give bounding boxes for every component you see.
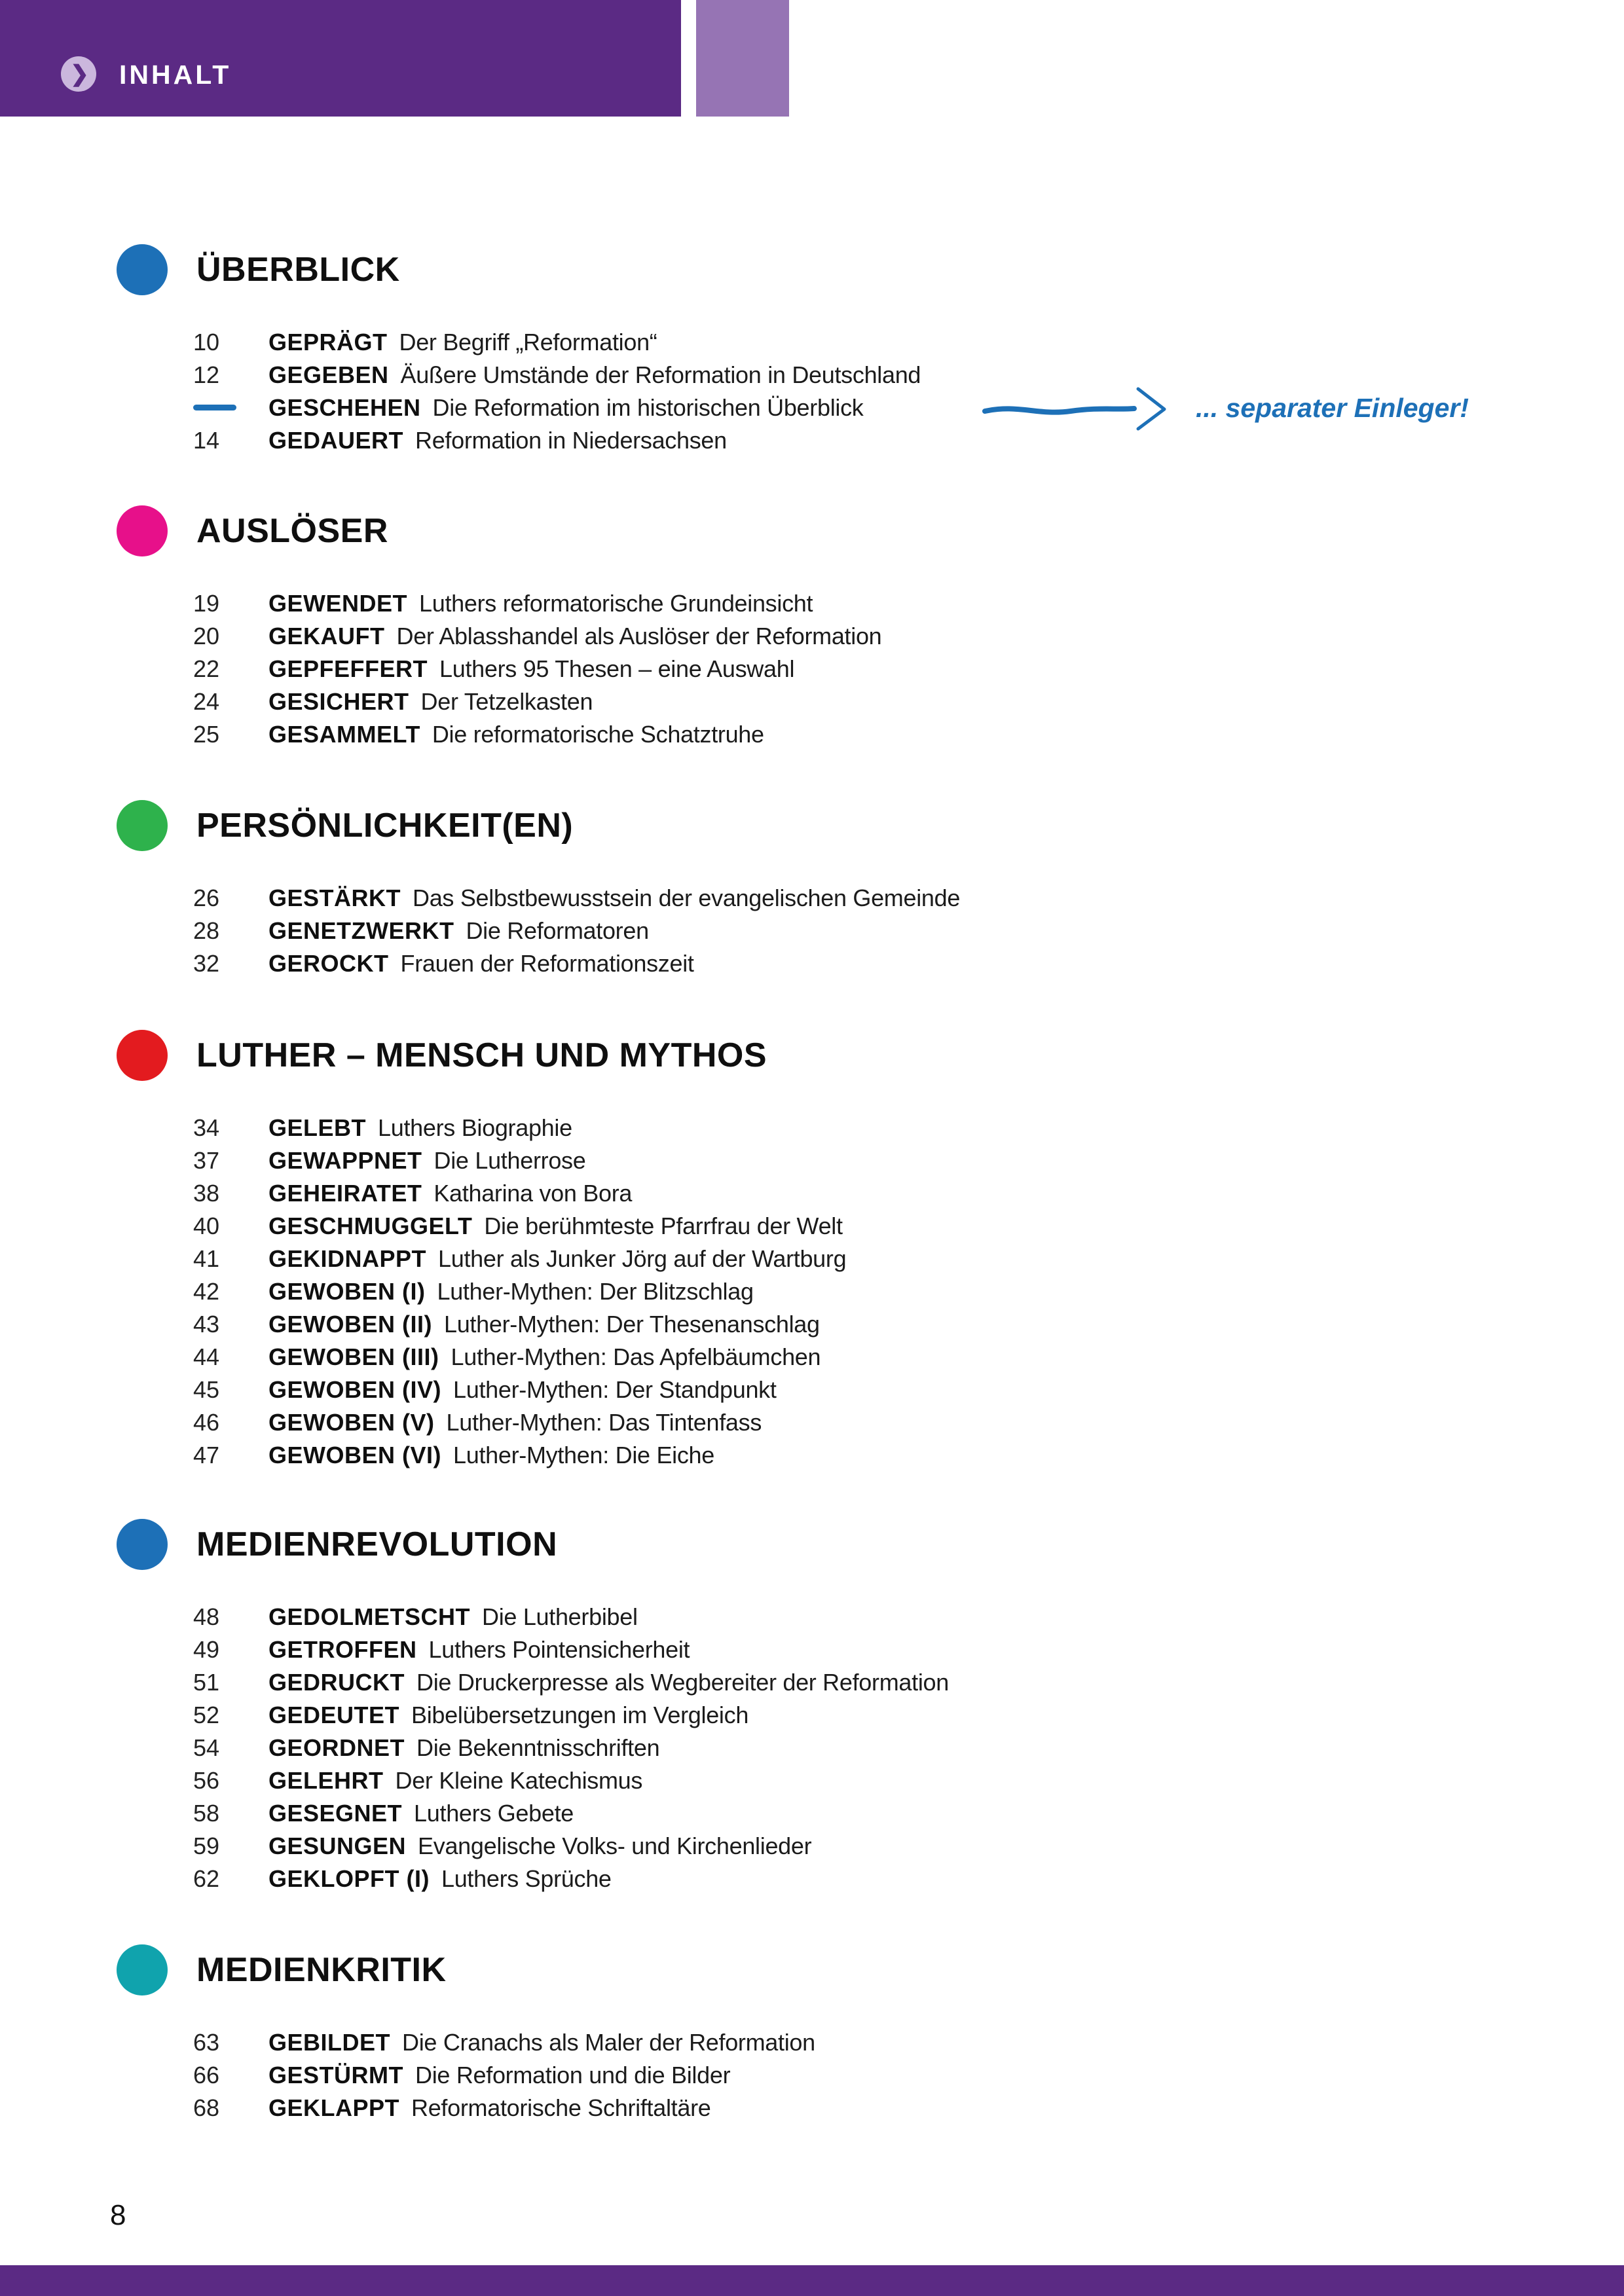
section [117, 800, 1531, 980]
entry-description: Das Selbstbewusstsein der evangelischen Gemeinde [413, 884, 961, 911]
entry-keyword: GELEHRT [268, 1767, 384, 1794]
entry-keyword: GEWOBEN (IV) [268, 1376, 441, 1403]
entry-description: Die Cranachs als Maler der Reformation [402, 2029, 815, 2056]
entry-page-number: 63 [193, 2029, 220, 2056]
entry-page-number: 52 [193, 1702, 220, 1728]
entry-keyword: GEPRÄGT [268, 329, 388, 355]
entry-keyword: GEWOBEN (III) [268, 1343, 439, 1370]
entry-description: Luther-Mythen: Das Apfelbäumchen [451, 1343, 821, 1370]
toc-entry [193, 882, 1531, 915]
toc-entry [193, 1406, 1531, 1439]
section-title: MEDIENKRITIK [196, 1951, 447, 1989]
entry-keyword: GEKLOPFT (I) [268, 1865, 430, 1892]
section-bullet [117, 1944, 168, 1995]
entry-keyword: GEHEIRATET [268, 1180, 422, 1207]
entry-description: Evangelische Volks- und Kirchenlieder [418, 1832, 812, 1859]
entry-keyword: GENETZWERKT [268, 917, 454, 944]
section-title: LUTHER – MENSCH UND MYTHOS [196, 1036, 767, 1074]
toc-entry [193, 1112, 1531, 1144]
entry-page-number: 40 [193, 1212, 220, 1239]
toc-entry [193, 1732, 1531, 1764]
toc-entry [193, 587, 1531, 620]
entry-description: Der Ablasshandel als Auslöser der Reformation [396, 623, 882, 649]
entry-page-number: 62 [193, 1865, 220, 1892]
entry-page-number: 48 [193, 1603, 220, 1630]
toc-entry [193, 915, 1531, 947]
section-head [117, 505, 1531, 556]
entry-description: Luthers 95 Thesen – eine Auswahl [439, 655, 795, 682]
entry-page-number: 22 [193, 655, 220, 682]
entry-description: Reformatorische Schriftaltäre [411, 2094, 711, 2121]
entry-page-number: 59 [193, 1832, 220, 1859]
entry-page-number: 19 [193, 590, 220, 617]
entry-keyword: GEROCKT [268, 950, 389, 977]
entry-description: Der Kleine Katechismus [395, 1767, 643, 1794]
entry-description: Luther-Mythen: Der Thesenanschlag [443, 1311, 820, 1338]
section-title: MEDIENREVOLUTION [196, 1525, 558, 1563]
page-title: INHALT [119, 60, 232, 90]
entry-keyword: GESTÄRKT [268, 884, 401, 911]
entry-description: Luthers Gebete [414, 1800, 574, 1827]
entry-description: Die Reformatoren [466, 917, 649, 944]
entry-description: Katharina von Bora [434, 1180, 633, 1207]
entries [193, 1112, 1531, 1472]
toc-entry [193, 2092, 1531, 2124]
section-bullet [117, 244, 168, 295]
entry-page-number: 37 [193, 1147, 220, 1174]
entry-keyword: GESUNGEN [268, 1832, 407, 1859]
entry-page-number: 54 [193, 1734, 220, 1761]
entry-keyword: GEDOLMETSCHT [268, 1603, 470, 1630]
section-head [117, 1519, 1531, 1570]
entry-page-number: 46 [193, 1409, 220, 1436]
section-head [117, 1030, 1531, 1081]
entry-keyword: GEGEBEN [268, 361, 389, 388]
entry-keyword: GEWAPPNET [268, 1147, 422, 1174]
section [117, 505, 1531, 751]
toc-entry [193, 1243, 1531, 1275]
section [117, 1030, 1531, 1472]
entry-description: Luther-Mythen: Die Eiche [453, 1442, 714, 1468]
entry-description: Luther-Mythen: Der Blitzschlag [437, 1278, 754, 1305]
entry-page-number: 34 [193, 1114, 220, 1141]
section-head [117, 1944, 1531, 1995]
entry-page-number: 58 [193, 1800, 220, 1827]
entry-keyword: GEORDNET [268, 1734, 405, 1761]
entry-description: Bibelübersetzungen im Vergleich [411, 1702, 749, 1728]
entry-page-number: 32 [193, 950, 220, 977]
header-accent-square [696, 0, 789, 117]
entry-page-number: 43 [193, 1311, 220, 1338]
entry-page-number: 28 [193, 917, 220, 944]
entry-page-number: 38 [193, 1180, 220, 1207]
header-bar [0, 0, 681, 117]
toc-entry [193, 2059, 1531, 2092]
entry-keyword: GEDEUTET [268, 1702, 400, 1728]
page-number: 8 [110, 2199, 126, 2231]
entry-description: Luther als Junker Jörg auf der Wartburg [438, 1245, 847, 1272]
entry-description: Die Lutherrose [434, 1147, 586, 1174]
toc-entry [193, 1863, 1531, 1895]
entry-description: Die Druckerpresse als Wegbereiter der Reformation [416, 1669, 949, 1696]
entry-page-number: 45 [193, 1376, 220, 1403]
section [117, 1944, 1531, 2124]
toc-entry [193, 1764, 1531, 1797]
section-bullet [117, 1519, 168, 1570]
section [117, 244, 1531, 457]
toc-entry [193, 424, 1531, 457]
entry-page-number: 47 [193, 1442, 220, 1468]
entries [193, 587, 1531, 751]
section [117, 1519, 1531, 1895]
entry-page-number: 42 [193, 1278, 220, 1305]
toc-entry [193, 1341, 1531, 1374]
entry-description: Luther-Mythen: Der Standpunkt [453, 1376, 777, 1403]
toc-entry [193, 1699, 1531, 1732]
entry-page-number: 66 [193, 2062, 220, 2088]
toc-entry [193, 718, 1531, 751]
entry-description: Äußere Umstände der Reformation in Deutschland [400, 361, 921, 388]
entry-keyword: GEWOBEN (II) [268, 1311, 432, 1338]
entry-description: Die Reformation und die Bilder [415, 2062, 731, 2088]
section-bullet [117, 1030, 168, 1081]
entry-keyword: GEPFEFFERT [268, 655, 428, 682]
entry-page-number: 49 [193, 1636, 220, 1663]
dash-icon [193, 405, 236, 410]
toc-entry [193, 1830, 1531, 1863]
chevron-glyph: ❯ [70, 62, 89, 86]
entry-page-number: 51 [193, 1669, 220, 1696]
toc-entry [193, 1177, 1531, 1210]
entry-page-number: 56 [193, 1767, 220, 1794]
section-bullet [117, 800, 168, 851]
chevron-right-icon [61, 56, 96, 92]
entries [193, 326, 1531, 457]
entry-keyword: GEKLAPPT [268, 2094, 400, 2121]
toc-entry [193, 947, 1531, 980]
toc-entry [193, 685, 1531, 718]
entry-page-number: 12 [193, 361, 220, 388]
entry-description: Der Tetzelkasten [420, 688, 593, 715]
entry-description: Luther-Mythen: Das Tintenfass [446, 1409, 762, 1436]
entry-description: Die Reformation im historischen Überblick [432, 394, 864, 421]
entries [193, 2026, 1531, 2124]
toc-entry [193, 1308, 1531, 1341]
section-bullet [117, 505, 168, 556]
entry-page-number: 20 [193, 623, 220, 649]
toc-entry [193, 1797, 1531, 1830]
entry-keyword: GEBILDET [268, 2029, 391, 2056]
entry-description: Der Begriff „Reformation“ [399, 329, 657, 355]
entry-keyword: GETROFFEN [268, 1636, 417, 1663]
toc-entry [193, 1666, 1531, 1699]
entry-keyword: GEWOBEN (VI) [268, 1442, 441, 1468]
section-title: PERSÖNLICHKEIT(EN) [196, 807, 574, 845]
entry-keyword: GESTÜRMT [268, 2062, 403, 2088]
entries [193, 1601, 1531, 1895]
footer-bar [0, 2265, 1624, 2296]
toc-entry [193, 1439, 1531, 1472]
entry-keyword: GESCHMUGGELT [268, 1212, 473, 1239]
entry-keyword: GESAMMELT [268, 721, 420, 748]
toc-entry [193, 1374, 1531, 1406]
entry-page-number: 26 [193, 884, 220, 911]
entry-description: Die Lutherbibel [482, 1603, 638, 1630]
entries [193, 882, 1531, 980]
entry-page-number: 68 [193, 2094, 220, 2121]
section-title: ÜBERBLICK [196, 251, 400, 289]
entry-keyword: GESCHEHEN [268, 394, 421, 421]
entry-description: Luthers Biographie [378, 1114, 572, 1141]
entry-keyword: GEWOBEN (I) [268, 1278, 426, 1305]
toc-entry [193, 1601, 1531, 1633]
toc-entry [193, 1633, 1531, 1666]
entry-page-number: 10 [193, 329, 220, 355]
inset-annotation-text: ... separater Einleger! [1196, 393, 1469, 423]
section-title: AUSLÖSER [196, 512, 388, 550]
entry-page-number: 25 [193, 721, 220, 748]
toc-entry [193, 620, 1531, 653]
toc-entry [193, 2026, 1531, 2059]
entry-page-number: 24 [193, 688, 220, 715]
entry-keyword: GESEGNET [268, 1800, 403, 1827]
no-page-marker [193, 392, 268, 424]
toc-entry [193, 653, 1531, 685]
entry-description: Frauen der Reformationszeit [400, 950, 694, 977]
toc-entry [193, 392, 1531, 424]
entry-description: Reformation in Niedersachsen [415, 427, 727, 454]
section-head [117, 800, 1531, 851]
entry-keyword: GEKIDNAPPT [268, 1245, 427, 1272]
entry-page-number: 14 [193, 427, 220, 454]
entry-keyword: GEDRUCKT [268, 1669, 405, 1696]
toc-entry [193, 326, 1531, 359]
toc-entry [193, 1210, 1531, 1243]
entry-keyword: GESICHERT [268, 688, 409, 715]
entry-keyword: GELEBT [268, 1114, 367, 1141]
entry-keyword: GEWOBEN (V) [268, 1409, 435, 1436]
entry-description: Die reformatorische Schatztruhe [432, 721, 764, 748]
entry-description: Luthers Pointensicherheit [428, 1636, 690, 1663]
entry-description: Die berühmteste Pfarrfrau der Welt [484, 1212, 843, 1239]
entry-description: Luthers Sprüche [441, 1865, 612, 1892]
section-head [117, 244, 1531, 295]
entry-description: Die Bekenntnisschriften [416, 1734, 660, 1761]
entry-page-number: 41 [193, 1245, 220, 1272]
entry-description: Luthers reformatorische Grundeinsicht [419, 590, 813, 617]
entry-keyword: GEWENDET [268, 590, 408, 617]
toc-entry [193, 1144, 1531, 1177]
toc-entry [193, 1275, 1531, 1308]
entry-keyword: GEKAUFT [268, 623, 385, 649]
entry-keyword: GEDAUERT [268, 427, 404, 454]
entry-page-number: 44 [193, 1343, 220, 1370]
